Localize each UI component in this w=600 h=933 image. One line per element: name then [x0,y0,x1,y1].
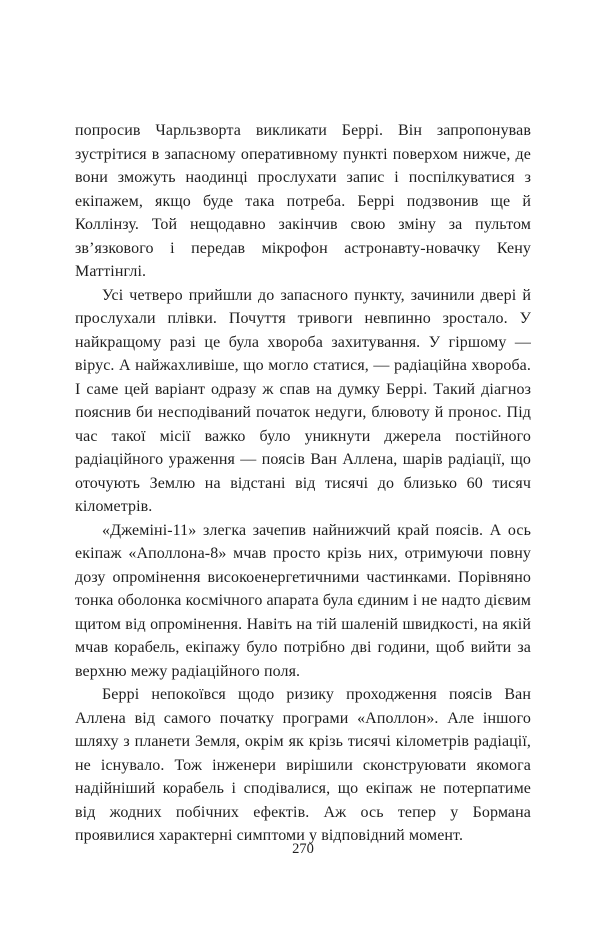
body-paragraph-3: «Джеміні-11» злегка зачепив найнижчий край поясів. А ось екіпаж «Аполлона-8» мчав просто крізь них, отримуючи повну дозу опромінення високоенергетичними частинками. Порівняно тонка оболонка космічного апарата була єдиним і не надто дієвим щитом від опромінення. Навіть на тій шаленій швидкості, на якій мчав корабель, екіпажу було потрібно дві години, щоб вийти за верхню межу радіаційного поля. [75,521,531,680]
body-paragraph-2: Усі четверо прийшли до запасного пункту, зачинили двері й прослухали плівки. Почуття тривоги невпинно зростало. У найкращому разі це була хвороба захитування. У гіршому — вірус. А найжахливіше, що могло статися, — радіаційна хвороба. І саме цей варіант одразу ж спав на думку Беррі. Такий діагноз пояснив би несподіваний початок недуги, блювоту й пронос. Під час такої місії важко було уникнути джерела постійного радіаційного ураження — поясів Ван Аллена, шарів радіації, що оточують Землю на відстані від тисячі до близько 60 тисяч кілометрів. [75,286,531,515]
text-block [75,119,531,848]
page-number: 270 [292,841,314,857]
body-paragraph-1: попросив Чарльзворта викликати Беррі. Він запропонував зустрітися в запасному оперативному пункті поверхом нижче, де вони зможуть наодинці прослухати запис і поспілкуватися з екіпажем, якщо буде така потреба. Беррі подзвонив ще й Коллінзу. Той нещодавно закінчив свою зміну за пультом зв’язкового і передав мікрофон астронавту-новачку Кену Маттінглі. [75,122,531,280]
body-paragraph-4: Беррі непокоївся щодо ризику проходження поясів Ван Аллена від самого початку програми «Аполлон». Але іншого шляху з планети Земля, окрім як крізь тисячі кілометрів радіації, не існувало. Тож інженери вирішили сконструювати якомога надійніший корабель і сподівалися, що екіпаж не потерпатиме від жодних побічних ефектів. Аж ось тепер у Бормана проявилися характерні симптоми у відповідний момент. [75,686,531,844]
